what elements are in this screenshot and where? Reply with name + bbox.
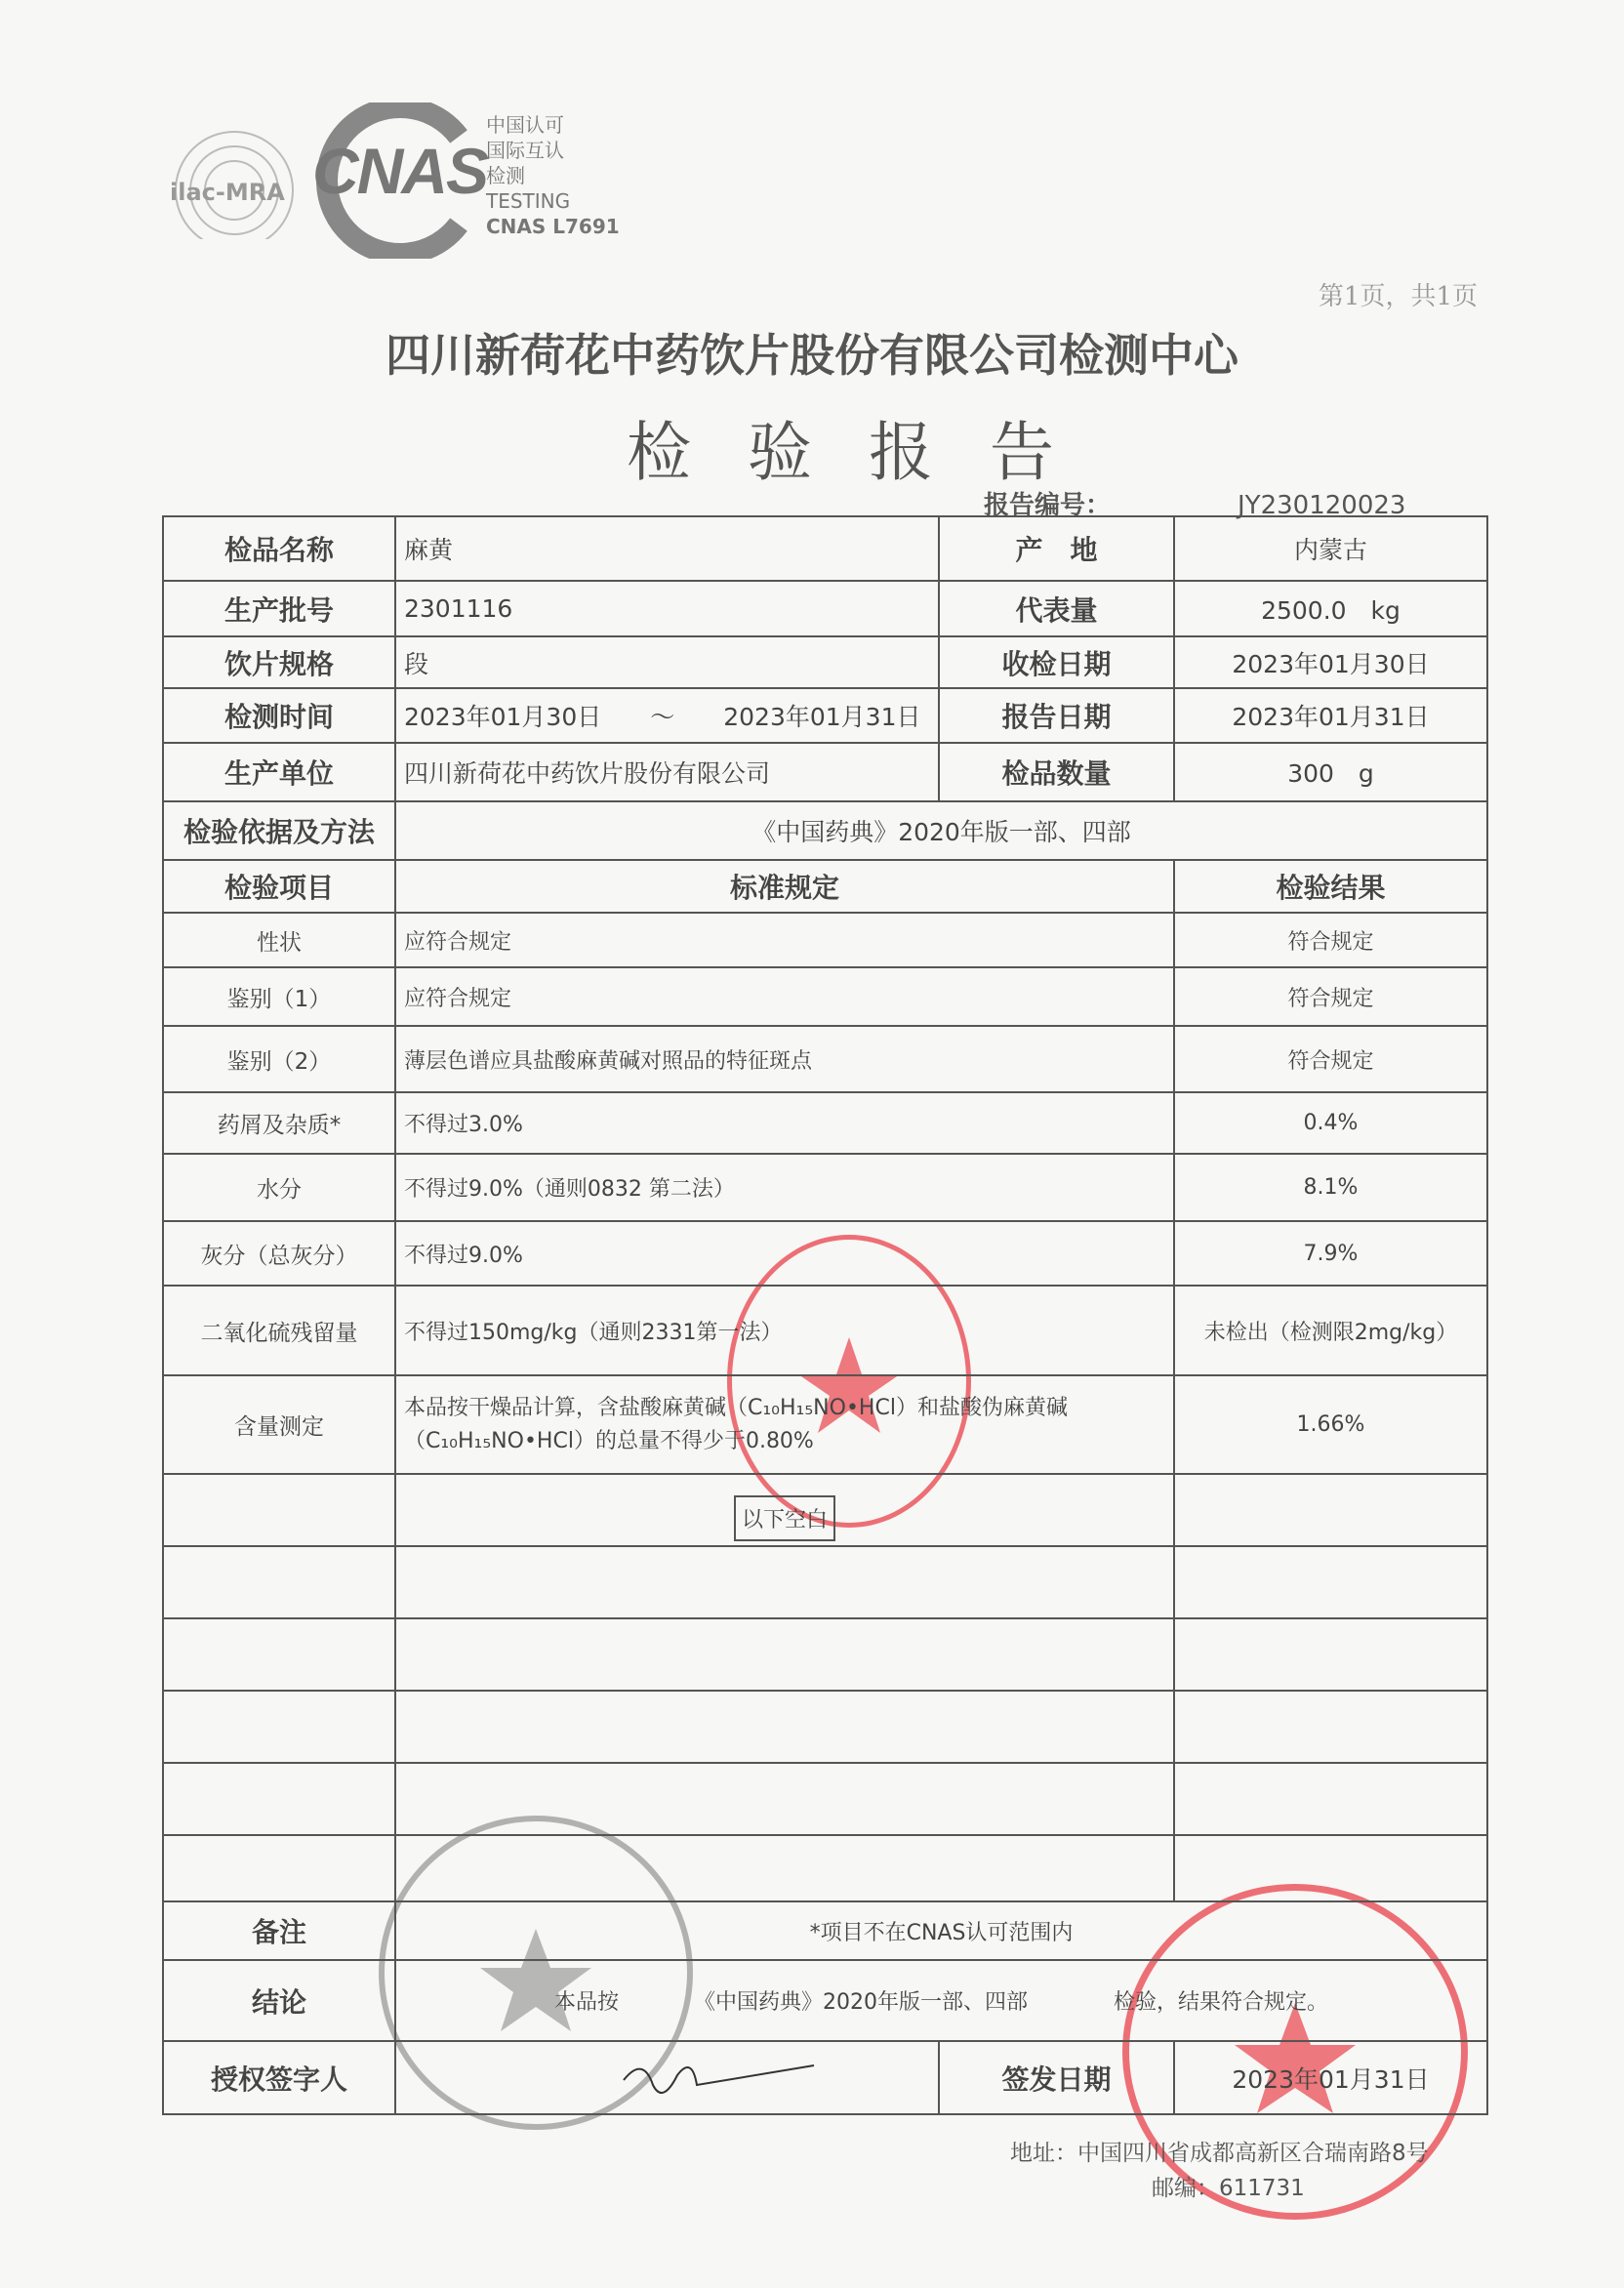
value-qty-rep: 2500.0 kg [1174, 581, 1487, 636]
label-origin: 产 地 [939, 516, 1174, 581]
row-result: 7.9% [1174, 1221, 1487, 1286]
row-item: 鉴别（1） [163, 967, 395, 1026]
logo-line: 中国认可 [486, 113, 564, 137]
label-test-time: 检测时间 [163, 688, 395, 743]
row-result: 符合规定 [1174, 967, 1487, 1026]
row-standard: 应符合规定 [395, 967, 1174, 1026]
address-block [1010, 2136, 1429, 2206]
row-result: 符合规定 [1174, 913, 1487, 967]
address: 地址：中国四川省成都高新区合瑞南路8号 [1010, 2141, 1429, 2166]
label-sample-qty: 检品数量 [939, 743, 1174, 801]
label-batch: 生产批号 [163, 581, 395, 636]
table-row [163, 1092, 1487, 1154]
table-row [163, 967, 1487, 1026]
cnas-wordmark: CNAS [312, 135, 488, 207]
row-result: 0.4% [1174, 1092, 1487, 1154]
table-row [163, 1375, 1487, 1474]
header-standard: 标准规定 [395, 860, 1174, 913]
value-name: 麻黄 [395, 516, 939, 581]
label-basis: 检验依据及方法 [163, 801, 395, 860]
row-standard: 应符合规定 [395, 913, 1174, 967]
value-remark: *项目不在CNAS认可范围内 [395, 1901, 1487, 1960]
logo-line: TESTING [486, 189, 571, 213]
value-maker: 四川新荷花中药饮片股份有限公司 [395, 743, 939, 801]
row-standard: 本品按干燥品计算，含盐酸麻黄碱（C₁₀H₁₅NO•HCl）和盐酸伪麻黄碱（C₁₀H₁₅NO•HCl）的总量不得少于0.80% [395, 1375, 1174, 1474]
table-row [163, 1286, 1487, 1375]
header-item: 检验项目 [163, 860, 395, 913]
signature [395, 2041, 939, 2114]
report-number-value: JY230120023 [1238, 491, 1406, 520]
value-origin: 内蒙古 [1174, 516, 1487, 581]
cnas-logo [166, 102, 634, 259]
label-name: 检品名称 [163, 516, 395, 581]
row-item: 药屑及杂质* [163, 1092, 395, 1154]
row-item: 水分 [163, 1154, 395, 1221]
logo-line: CNAS L7691 [486, 215, 620, 238]
value-issue-date: 2023年01月31日 [1174, 2041, 1487, 2114]
value-batch: 2301116 [395, 581, 939, 636]
page-indicator: 第1页，共1页 [1318, 282, 1478, 311]
report-number-label: 报告编号： [984, 491, 1112, 520]
row-item: 鉴别（2） [163, 1026, 395, 1092]
document-title: 检验报告 [627, 415, 1111, 490]
row-standard: 薄层色谱应具盐酸麻黄碱对照品的特征斑点 [395, 1026, 1174, 1092]
value-report-date: 2023年01月31日 [1174, 688, 1487, 743]
value-sample-qty: 300 g [1174, 743, 1487, 801]
row-result: 符合规定 [1174, 1026, 1487, 1092]
organization-name: 四川新荷花中药饮片股份有限公司检测中心 [386, 329, 1238, 382]
handwritten-signature [619, 2051, 912, 2100]
label-spec: 饮片规格 [163, 636, 395, 688]
value-spec: 段 [395, 636, 939, 688]
table-row [163, 913, 1487, 967]
row-item: 性状 [163, 913, 395, 967]
row-item: 含量测定 [163, 1375, 395, 1474]
label-maker: 生产单位 [163, 743, 395, 801]
label-issue-date: 签发日期 [939, 2041, 1174, 2114]
label-signer: 授权签字人 [163, 2041, 395, 2114]
table-row [163, 1154, 1487, 1221]
header-result: 检验结果 [1174, 860, 1487, 913]
row-standard: 不得过3.0% [395, 1092, 1174, 1154]
logo-line: 国际互认 [486, 139, 564, 162]
value-test-time: 2023年01月30日 ～ 2023年01月31日 [395, 688, 939, 743]
row-item: 二氧化硫残留量 [163, 1286, 395, 1375]
label-report-date: 报告日期 [939, 688, 1174, 743]
value-basis: 《中国药典》2020年版一部、四部 [395, 801, 1487, 860]
row-standard: 不得过150mg/kg（通则2331第一法） [395, 1286, 1174, 1375]
cnas-accreditation-text [486, 112, 620, 239]
row-result: 未检出（检测限2mg/kg） [1174, 1286, 1487, 1375]
row-standard: 不得过9.0%（通则0832 第二法） [395, 1154, 1174, 1221]
inspection-table [162, 515, 1488, 2115]
row-result: 1.66% [1174, 1375, 1487, 1474]
row-standard: 不得过9.0% [395, 1221, 1174, 1286]
logo-line: 检测 [486, 164, 525, 187]
row-result: 8.1% [1174, 1154, 1487, 1221]
row-item: 灰分（总灰分） [163, 1221, 395, 1286]
label-remark: 备注 [163, 1901, 395, 1960]
label-recv: 收检日期 [939, 636, 1174, 688]
value-conclusion: 本品按 《中国药典》2020年版一部、四部 检验，结果符合规定。 [395, 1960, 1487, 2041]
table-row [163, 1026, 1487, 1092]
postcode: 邮编：611731 [1152, 2176, 1305, 2201]
label-qty-rep: 代表量 [939, 581, 1174, 636]
ilac-mra-logo: ilac-MRA [166, 142, 303, 259]
blank-below-note: 以下空白 [734, 1495, 835, 1541]
table-row [163, 1221, 1487, 1286]
label-conclusion: 结论 [163, 1960, 395, 2041]
value-recv: 2023年01月30日 [1174, 636, 1487, 688]
